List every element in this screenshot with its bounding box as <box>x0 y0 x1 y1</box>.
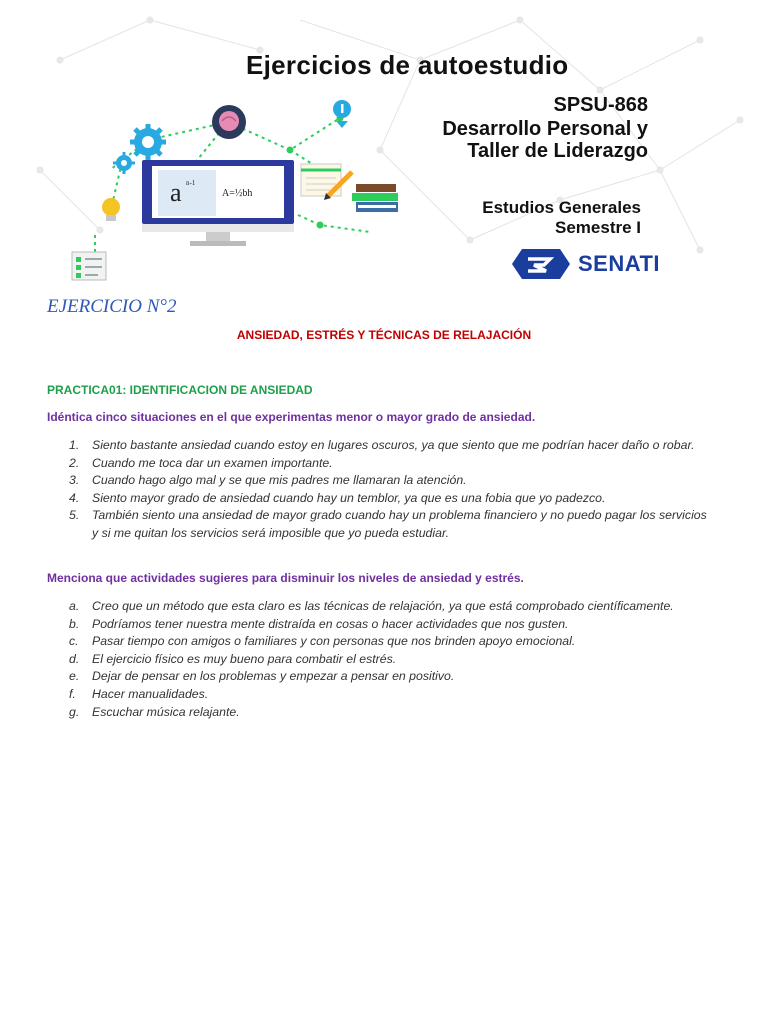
list-item <box>47 633 707 651</box>
course-name-line2: Taller de Liderazgo <box>467 140 648 162</box>
list-marker: 3. <box>69 473 80 488</box>
list-marker: 5. <box>69 508 80 523</box>
books-icon <box>352 184 398 212</box>
senati-logo <box>512 247 660 281</box>
course-code: SPSU-868 <box>553 94 648 116</box>
list-item-text: Escuchar música relajante. <box>92 704 240 719</box>
list-item <box>47 598 707 616</box>
answers-list-1 <box>47 437 707 543</box>
list-marker: g. <box>69 704 80 719</box>
svg-text:n-1: n-1 <box>186 179 196 187</box>
list-item <box>47 616 707 634</box>
list-marker: a. <box>69 599 80 613</box>
list-item-text: Siento mayor grado de ansiedad cuando hay un temblor, ya que es una fobia que yo padezco. <box>92 490 606 505</box>
course-name-line1: Desarrollo Personal y <box>442 118 648 140</box>
list-marker: d. <box>69 651 80 666</box>
lightbulb-icon <box>102 198 120 221</box>
document-subtitle: ANSIEDAD, ESTRÉS Y TÉCNICAS DE RELAJACIÓN <box>236 328 532 342</box>
monitor-graphic <box>142 160 294 246</box>
list-item <box>47 455 707 473</box>
list-marker: f. <box>69 686 76 701</box>
list-item-text: Hacer manualidades. <box>92 686 209 701</box>
list-item <box>47 704 707 722</box>
practice-label: PRACTICA01: IDENTIFICACION DE ANSIEDAD <box>47 383 313 397</box>
list-item-text: Cuando me toca dar un examen importante. <box>92 455 333 470</box>
answers-list-2 <box>47 598 707 721</box>
logo-text: SENATI <box>578 251 661 276</box>
list-marker: 1. <box>69 438 80 452</box>
list-marker: c. <box>69 634 79 649</box>
list-item-text: Dejar de pensar en los problemas y empezar a pensar en positivo. <box>92 669 455 684</box>
list-item-text: También siento una ansiedad de mayor grado cuando hay un problema financiero y no puedo pagar los servicios y si me quitan los servicios será imposible que yo pueda estudiar. <box>92 508 707 540</box>
list-item-text: Podríamos tener nuestra mente distraída en cosas o hacer actividades que nos gusten. <box>92 616 569 631</box>
list-item-text: Siento bastante ansiedad cuando estoy en lugares oscuros, ya que siento que me podrían hacer daño o robar. <box>92 438 695 452</box>
list-item <box>47 507 707 542</box>
banner-title: Ejercicios de autoestudio <box>246 50 569 80</box>
program-info <box>482 198 641 238</box>
list-item <box>47 490 707 508</box>
small-gear-icon <box>113 152 135 174</box>
list-marker: 2. <box>69 455 80 470</box>
list-marker: 4. <box>69 490 80 505</box>
list-item-text: Cuando hago algo mal y se que mis padres me llamaran la atención. <box>92 473 467 488</box>
list-item-text: El ejercicio físico es muy bueno para combatir el estrés. <box>92 651 397 666</box>
program-line1: Estudios Generales <box>482 198 641 217</box>
list-item-text: Creo que un método que esta claro es las técnicas de relajación, ya que está comprobado científicamente. <box>92 599 674 613</box>
svg-text:A=½bh: A=½bh <box>222 188 253 199</box>
checklist-icon <box>72 252 106 280</box>
program-line2: Semestre I <box>555 218 641 237</box>
question-2: Menciona que actividades sugieres para disminuir los niveles de ansiedad y estrés. <box>47 571 524 585</box>
exercise-heading: EJERCICIO N°2 <box>47 296 177 317</box>
brain-icon <box>212 105 246 139</box>
course-name <box>442 118 648 162</box>
list-item <box>47 437 707 455</box>
gear-icon <box>130 124 166 160</box>
svg-text:a: a <box>170 178 182 207</box>
question-1: Idéntica cinco situaciones en el que experimentas menor o mayor grado de ansiedad. <box>47 410 536 424</box>
list-item-text: Pasar tiempo con amigos o familiares y con personas que nos brinden apoyo emocional. <box>92 634 576 649</box>
list-item <box>47 686 707 704</box>
list-marker: b. <box>69 616 80 631</box>
list-item <box>47 651 707 669</box>
header-banner <box>0 0 768 290</box>
info-icon <box>333 100 351 128</box>
list-item <box>47 472 707 490</box>
list-item <box>47 668 707 686</box>
list-marker: e. <box>69 669 80 684</box>
